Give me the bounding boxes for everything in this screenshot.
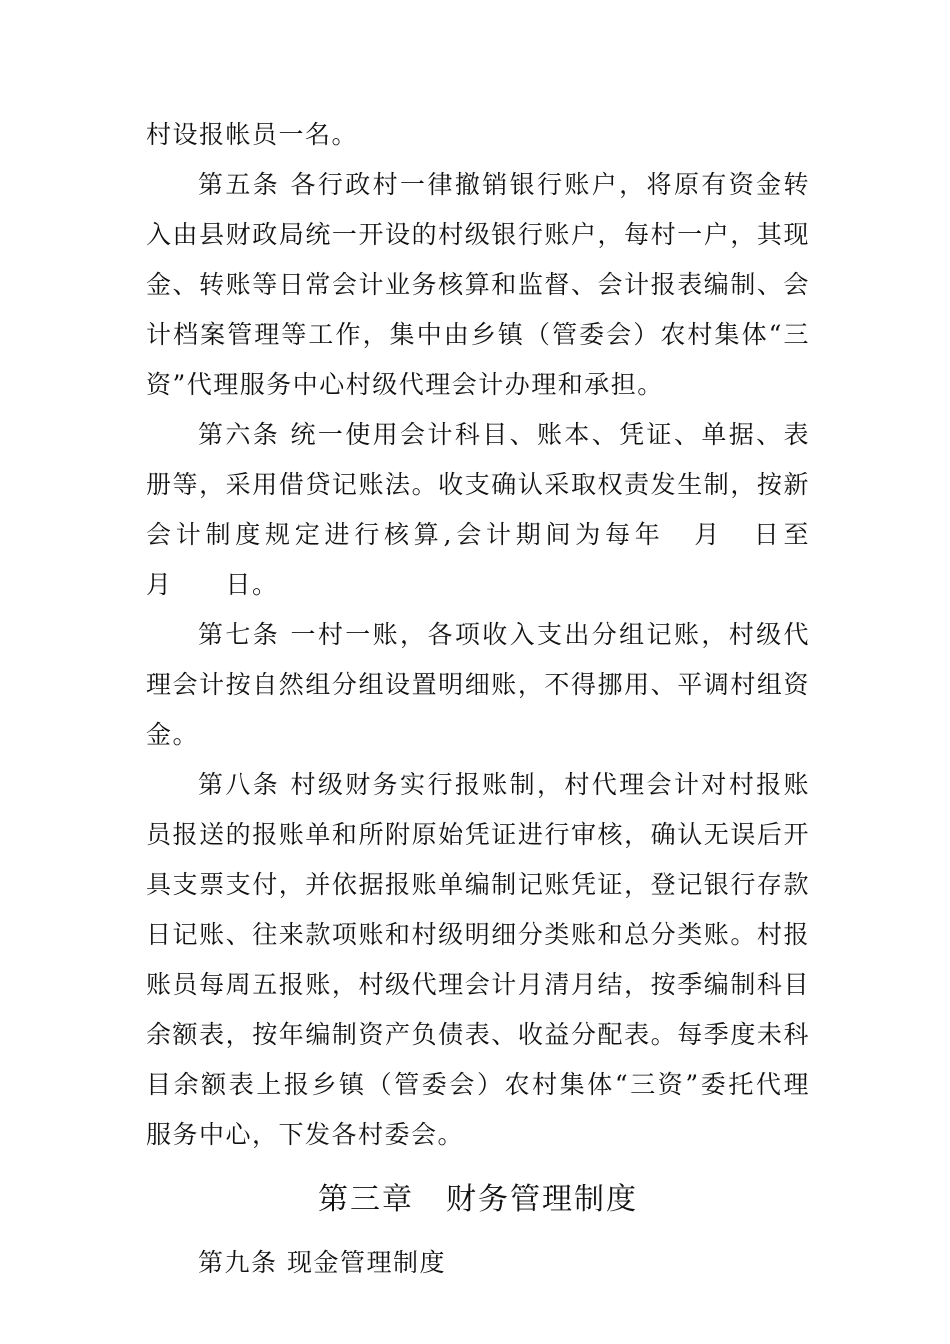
paragraph-article-6: 第六条 统一使用会计科目、账本、凭证、单据、表册等，采用借贷记账法。收支确认采取权责发生制，按新会计制度规定进行核算,会计期间为每年 月 日至 月 日。: [146, 420, 864, 599]
paragraph-article-8: 第八条 村级财务实行报账制，村代理会计对村报账员报送的报账单和所附原始凭证进行审核，确认无误后开具支票支付，并依据报账单编制记账凭证，登记银行存款日记账、往来款项账和村级明细分类账和总分类账。村报账员每周五报账，村级代理会计月清月结，按季编制科目余额表，按年编制资产负债表、收益分配表。每季度未科目余额表上报乡镇（管委会）农村集体“三资”委托代理服务中心，下发各村委会。: [146, 770, 810, 1149]
paragraph-article-5: 第五条 各行政村一律撤销银行账户，将原有资金转入由县财政局统一开设的村级银行账户，每村一户，其现金、转账等日常会计业务核算和监督、会计报表编制、会计档案管理等工作，集中由乡镇（管委会）农村集体“三资”代理服务中心村级代理会计办理和承担。: [146, 170, 810, 399]
paragraph-article-9: 第九条 现金管理制度: [198, 1248, 446, 1277]
chapter-heading: 第三章 财务管理制度: [318, 1182, 638, 1217]
paragraph-article-7: 第七条 一村一账，各项收入支出分组记账，村级代理会计按自然组分组设置明细账，不得挪用、平调村组资金。: [146, 620, 810, 749]
paragraph-continuation: 村设报帐员一名。: [146, 120, 359, 149]
document-body: [146, 110, 864, 1288]
